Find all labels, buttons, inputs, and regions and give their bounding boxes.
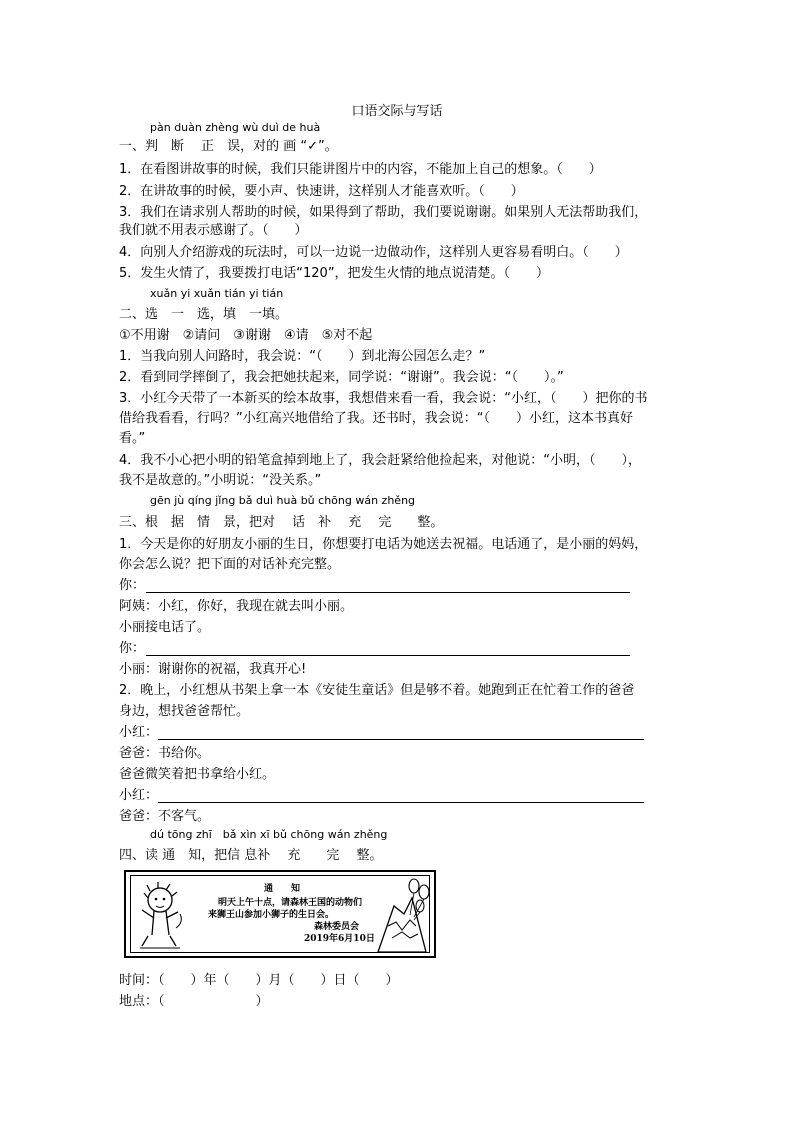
mountain-balloons-icon xyxy=(376,876,434,956)
sec2-pinyin: xuǎn yi xuǎn tián yi tián xyxy=(150,287,284,300)
sec2-heading: 二、选 一 选，填 一填。 xyxy=(119,307,289,322)
answer-line[interactable] xyxy=(158,739,644,740)
answer-label: 小红： xyxy=(119,788,159,803)
notice-signature: 森林委员会 xyxy=(314,922,360,932)
page-title: 口语交际与写话 xyxy=(351,104,443,119)
sec2-item: 我不是故意的。”小明说：“没关系。” xyxy=(119,473,322,488)
sec1-item: 我们就不用表示感谢了。（ ） xyxy=(119,223,308,238)
sec3-pinyin: gēn jù qíng jǐng bǎ duì huà bǔ chōng wán zhěng xyxy=(150,494,416,507)
sec4-heading: 四、读 通 知，把信 息补 充 完 整。 xyxy=(119,848,383,863)
sec2-item: 1．当我向别人问路时，我会说：“（ ）到北海公园怎么走？” xyxy=(119,349,486,364)
sec1-item: 1．在看图讲故事的时候，我们只能讲图片中的内容，不能加上自己的想象。（ ） xyxy=(119,162,602,177)
sec2-item: 借给我看看，行吗？”小红高兴地借给了我。还书时，我会说：“（ ）小红，这本书真好 xyxy=(119,411,633,426)
answer-label: 你： xyxy=(119,641,146,656)
sec3-line: 2．晚上，小红想从书架上拿一本《安徒生童话》但是够不着。她跑到正在忙着工作的爸爸 xyxy=(119,683,635,698)
sec2-options: ①不用谢 ②请问 ③谢谢 ④请 ⑤对不起 xyxy=(119,328,373,343)
sec1-heading: 一、判 断 正 误，对的 画 “✓”。 xyxy=(119,139,338,154)
sec1-item: 2．在讲故事的时候，要小声、快速讲，这样别人才能喜欢听。（ ） xyxy=(119,184,524,199)
sec3-line: 小丽接电话了。 xyxy=(119,620,211,635)
sec3-line: 1．今天是你的好朋友小丽的生日，你想要打电话为她送去祝福。电话通了，是小丽的妈妈， xyxy=(119,537,648,552)
sec1-item: 5．发生火情了，我要拨打电话“120”，把发生火情的地点说清楚。（ ） xyxy=(119,266,550,281)
sec1-item: 4．向别人介绍游戏的玩法时，可以一边说一边做动作，这样别人更容易看明白。（ ） xyxy=(119,245,628,260)
sec4-pinyin: dú tōng zhī bǎ xìn xī bǔ chōng wán zhěng xyxy=(150,828,388,841)
sec3-line: 身边，想找爸爸帮忙。 xyxy=(119,704,250,719)
sec3-line: 你会怎么说？把下面的对话补充完整。 xyxy=(119,557,341,572)
sec1-pinyin: pàn duàn zhèng wù duì de huà xyxy=(150,121,321,134)
sec3-line: 爸爸：书给你。 xyxy=(119,746,211,761)
notice-line: 明天上午十点，请森林王国的动物们 xyxy=(218,898,363,908)
place-fill-in[interactable]: 地点：（ ） xyxy=(119,994,269,1009)
sec1-item: 3．我们在请求别人帮助的时候，如果得到了帮助，我们要说谢谢。如果别人无法帮助我们， xyxy=(119,205,648,220)
sec3-heading: 三、根 据 情 景，把对 话 补 充 完 整。 xyxy=(119,515,444,530)
lion-cub-icon xyxy=(134,882,186,952)
sec2-item: 4．我不小心把小明的铅笔盒掉到地上了，我会赶紧给他捡起来，对他说：“小明，（ ）， xyxy=(119,453,642,468)
answer-line[interactable] xyxy=(146,592,630,593)
answer-label: 你： xyxy=(119,578,146,593)
notice-box xyxy=(124,870,436,958)
notice-title: 通 知 xyxy=(264,884,301,894)
notice-date: 2019年6月10日 xyxy=(304,934,375,944)
sec2-item: 看。” xyxy=(119,431,146,446)
sec3-line: 小丽：谢谢你的祝福，我真开心! xyxy=(119,662,307,677)
time-fill-in[interactable]: 时间：（ ）年（ ）月（ ）日（ ） xyxy=(119,973,399,988)
answer-label: 小红： xyxy=(119,725,159,740)
answer-line[interactable] xyxy=(158,802,644,803)
notice-line: 来狮王山参加小狮子的生日会。 xyxy=(208,910,335,920)
sec2-item: 2．看到同学摔倒了，我会把她扶起来，同学说：“谢谢”。我会说：“（ ）。” xyxy=(119,370,564,385)
answer-line[interactable] xyxy=(146,655,630,656)
sec2-item: 3．小红今天带了一本新买的绘本故事，我想借来看一看，我会说：“小红，（ ）把你的书 xyxy=(119,391,648,406)
sec3-line: 爸爸微笑着把书拿给小红。 xyxy=(119,767,276,782)
sec3-line: 阿姨：小红，你好，我现在就去叫小丽。 xyxy=(119,599,354,614)
sec3-line: 爸爸：不客气。 xyxy=(119,809,211,824)
